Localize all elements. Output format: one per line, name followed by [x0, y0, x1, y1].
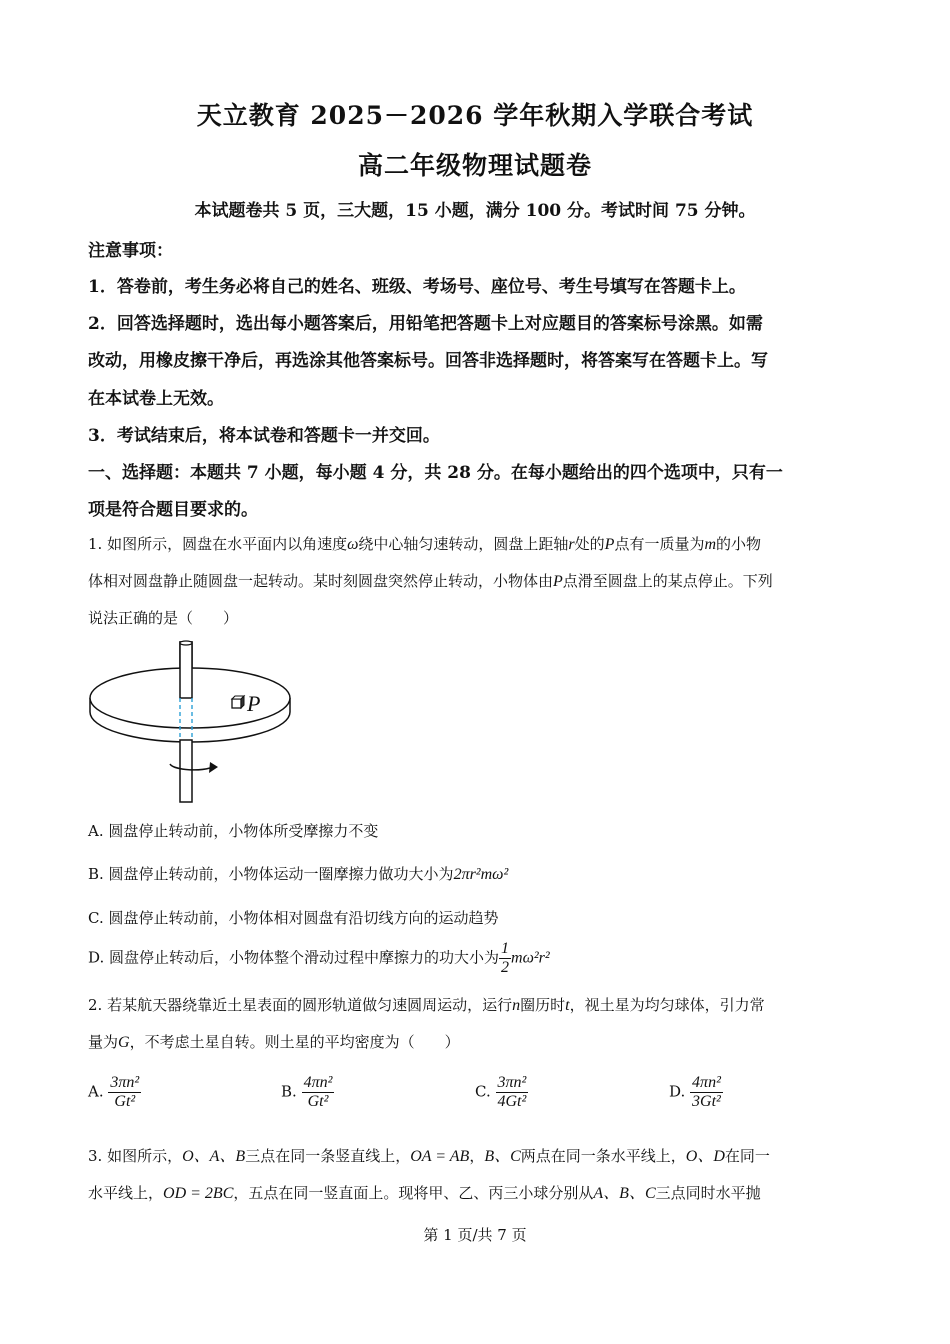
exam-subtitle: 高二年级物理试题卷 [357, 151, 592, 180]
q1-option-d: D. 圆盘停止转动后，小物体整个滑动过程中摩擦力的功大小为 $\frac{1}{2}$ mω²r² [88, 940, 550, 976]
q1-line-3: 说法正确的是（ ） [88, 609, 239, 627]
q1-option-c: C. 圆盘停止转动前，小物体相对圆盘有沿切线方向的运动趋势 [88, 909, 499, 927]
q2-option-b: B. $\frac{\text{4πn²}}{\text{Gt²}}$ [281, 1074, 333, 1110]
q1-option-a: A. 圆盘停止转动前，小物体所受摩擦力不变 [88, 822, 379, 840]
exam-title: 天立教育 2025－2026 学年秋期入学联合考试 [196, 101, 754, 130]
exam-info: 本试题卷共 5 页，三大题，15 小题，满分 100 分。考试时间 75 分钟。 [194, 201, 756, 221]
q1-line-2: 体相对圆盘静止随圆盘一起转动。某时刻圆盘突然停止转动，小物体由P点滑至圆盘上的某点停止。下列 [88, 572, 773, 590]
note-2-line-3: 在本试卷上无效。 [88, 389, 224, 409]
q3-line-1: 3. 如图所示，O、A、B三点在同一条竖直线上，OA = AB，B、C两点在同一条水平线上，O、D在同一 [88, 1147, 770, 1165]
q1-line-1: 1. 如图所示，圆盘在水平面内以角速度ω绕中心轴匀速转动，圆盘上距轴r处的P点有一质量为m的小物 [88, 535, 762, 553]
note-2-line-2: 改动，用橡皮擦干净后，再选涂其他答案标号。回答非选择题时，将答案写在答题卡上。写 [88, 351, 768, 371]
figure-label-p: P [247, 691, 261, 716]
small-block-icon [232, 696, 244, 708]
q2-line-1: 2. 若某航天器绕靠近土星表面的圆形轨道做匀速圆周运动，运行n圈历时t，视土星为均匀球体，引力常 [88, 996, 765, 1014]
note-3: 3．考试结束后，将本试卷和答题卡一并交回。 [88, 426, 440, 446]
note-2-line-1: 2．回答选择题时，选出每小题答案后，用铅笔把答题卡上对应题目的答案标号涂黑。如需 [88, 314, 763, 334]
rotating-disc-figure [86, 640, 296, 805]
note-1: 1．答卷前，考生务必将自己的姓名、班级、考场号、座位号、考生号填写在答题卡上。 [88, 277, 746, 297]
q2-option-d: D. $\frac{\text{4πn²}}{\text{3Gt²}}$ [669, 1074, 721, 1110]
notes-heading: 注意事项： [88, 241, 173, 261]
q2-option-a: A. $\frac{\text{3πn²}}{\text{Gt²}}$ [88, 1074, 140, 1110]
page-footer: 第 1 页/共 7 页 [423, 1226, 527, 1244]
section-1-heading-line-1: 一、选择题：本题共 7 小题，每小题 4 分，共 28 分。在每小题给出的四个选项中，只有一 [88, 463, 783, 483]
section-1-heading-line-2: 项是符合题目要求的。 [88, 500, 258, 520]
q3-line-2: 水平线上，OD = 2BC，五点在同一竖直面上。现将甲、乙、丙三小球分别从A、B、C三点同时水平抛 [88, 1184, 761, 1202]
q1-option-b: B. 圆盘停止转动前，小物体运动一圈摩擦力做功大小为2πr²mω² [88, 865, 509, 883]
q2-line-2: 量为G，不考虑土星自转。则土星的平均密度为（ ） [88, 1033, 460, 1051]
q2-option-c: C. $\frac{\text{3πn²}}{\text{4Gt²}}$ [475, 1074, 527, 1110]
